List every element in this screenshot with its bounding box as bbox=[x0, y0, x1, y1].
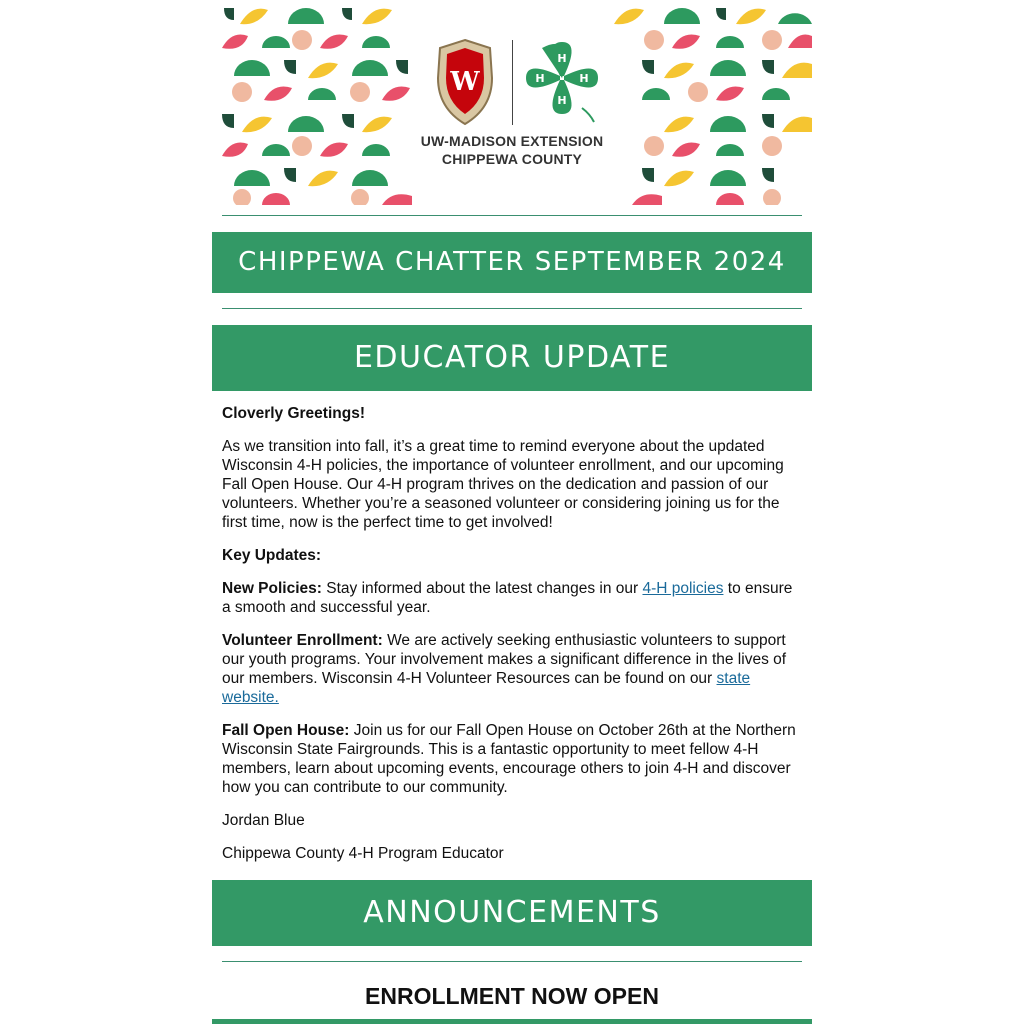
logo-lockup bbox=[412, 30, 612, 180]
org-name-line2: CHIPPEWA COUNTY bbox=[441, 151, 583, 167]
decorative-pattern-left bbox=[212, 0, 417, 205]
section-bar-bottom bbox=[212, 1019, 812, 1024]
open-house-paragraph: Fall Open House: Join us for our Fall Open House on October 26th at the Northern Wisconsin State Fairgrounds. This is a fantastic opportunity to meet fellow 4-H members, learn about upcoming events, encourage others to join 4-H and discover how you can contribute to our community. bbox=[222, 722, 796, 796]
greeting: Cloverly Greetings! bbox=[222, 405, 365, 422]
org-name-line1: UW-MADISON EXTENSION bbox=[420, 133, 604, 149]
svg-text:W: W bbox=[450, 67, 480, 97]
signer-title: Chippewa County 4-H Program Educator bbox=[222, 845, 504, 862]
header-banner bbox=[212, 0, 812, 205]
state-website-link[interactable]: state website. bbox=[222, 670, 751, 706]
svg-text:H: H bbox=[557, 52, 567, 65]
signer-name: Jordan Blue bbox=[222, 812, 305, 829]
newsletter-title: CHIPPEWA CHATTER SEPTEMBER 2024 bbox=[212, 232, 812, 293]
educator-update-heading: EDUCATOR UPDATE bbox=[212, 325, 812, 391]
newsletter-column bbox=[212, 0, 812, 1009]
divider-top bbox=[222, 215, 802, 216]
svg-text:H: H bbox=[535, 72, 545, 85]
educator-update-body bbox=[222, 404, 802, 877]
four-h-clover-icon bbox=[522, 38, 602, 123]
key-updates-label: Key Updates: bbox=[222, 547, 322, 564]
intro-paragraph: As we transition into fall, it’s a great time to remind everyone about the updated Wisconsin 4-H policies, the importance of volunteer enrollment, and our upcoming Fall Open House. Our 4-H program thrives on the dedication and passion of our volunteers. Whether you’re a seasoned volunteer or considering joining us for the first time, now is the perfect time to get involved! bbox=[222, 438, 784, 531]
divider-announcements bbox=[222, 961, 802, 962]
divider-after-title bbox=[222, 308, 802, 309]
policies-paragraph: New Policies: Stay informed about the latest changes in our 4-H policies to ensure a smooth and successful year. bbox=[222, 580, 793, 616]
svg-text:H: H bbox=[579, 72, 589, 85]
uw-crest-icon bbox=[430, 38, 500, 128]
decorative-pattern-right bbox=[612, 0, 812, 205]
enrollment-open-heading: ENROLLMENT NOW OPEN bbox=[365, 983, 659, 1009]
logo-separator bbox=[512, 40, 513, 125]
svg-text:H: H bbox=[557, 94, 567, 107]
policies-link[interactable]: 4-H policies bbox=[642, 580, 724, 597]
announcements-heading: ANNOUNCEMENTS bbox=[212, 880, 812, 946]
volunteer-paragraph: Volunteer Enrollment: We are actively seeking enthusiastic volunteers to support our youth programs. Your involvement makes a significant difference in the lives of our members. Wisconsin 4-H Volunteer Resources can be found on our state website. bbox=[222, 632, 787, 706]
